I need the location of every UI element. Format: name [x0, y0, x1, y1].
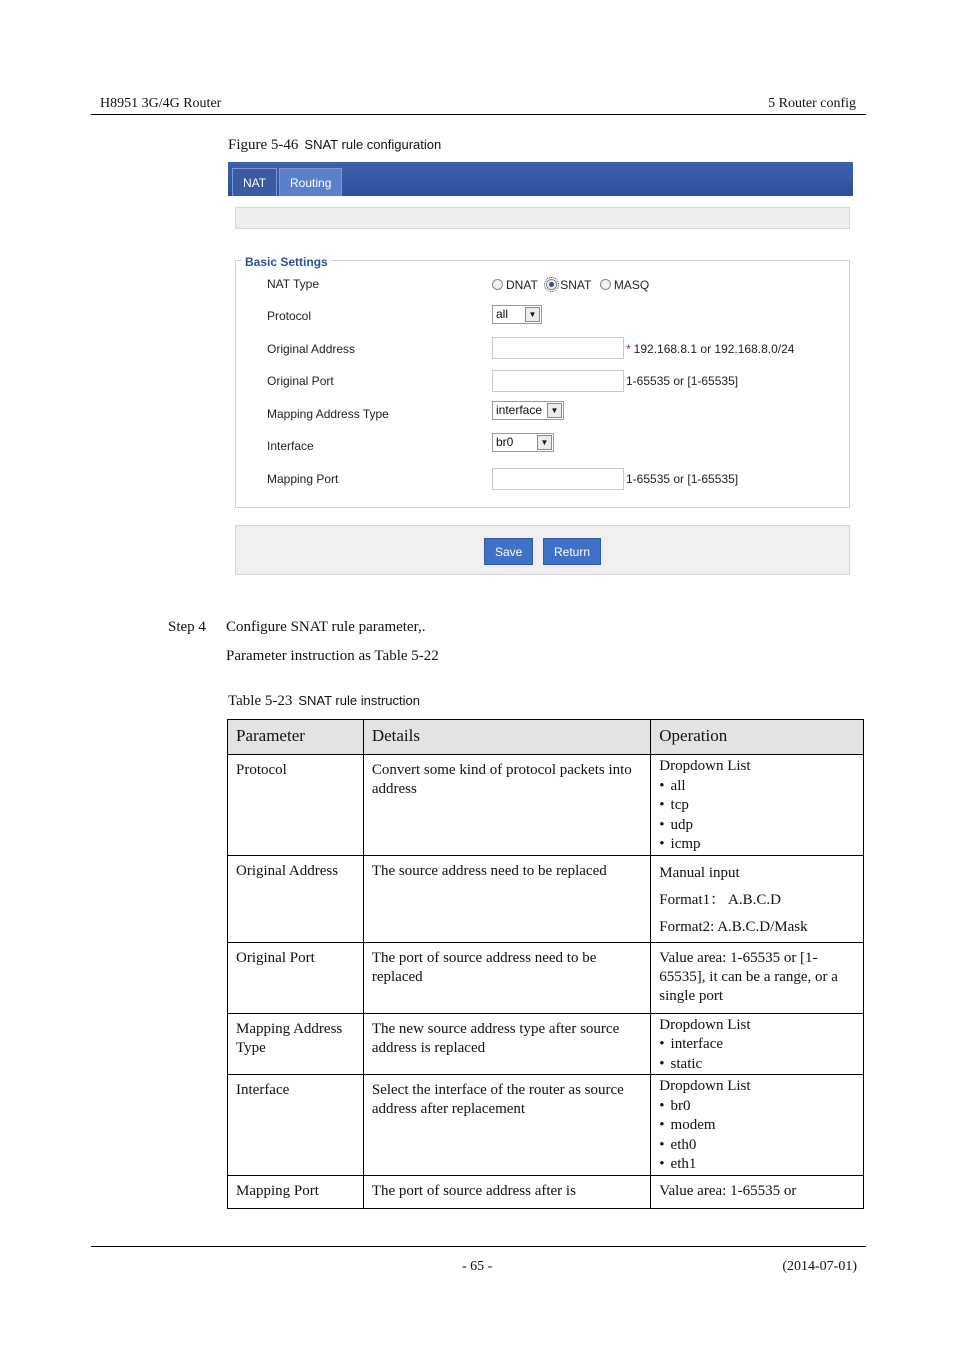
button-bar	[235, 525, 850, 575]
list-item: • br0	[659, 1097, 855, 1117]
cell-details: Select the interface of the router as source address after replacement	[363, 1075, 650, 1176]
nat-type-label: NAT Type	[267, 277, 320, 291]
mapping-port-input[interactable]	[492, 468, 624, 490]
radio-masq-label: MASQ	[613, 277, 650, 292]
cell-parameter: Protocol	[228, 755, 364, 856]
required-marker: *	[626, 342, 631, 356]
radio-snat[interactable]	[546, 279, 557, 290]
parameter-note: Parameter instruction as Table 5-22	[226, 648, 439, 664]
figure-caption	[228, 137, 441, 154]
op-head: Dropdown List	[659, 1078, 751, 1094]
table-row	[228, 1175, 864, 1208]
table-row	[228, 942, 864, 1013]
op-line: Format2: A.B.C.D/Mask	[659, 918, 808, 935]
op-list	[659, 1097, 855, 1175]
cell-details: Convert some kind of protocol packets into address	[363, 755, 650, 856]
table-row	[228, 1013, 864, 1075]
original-address-hint-text: 192.168.8.1 or 192.168.8.0/24	[633, 342, 795, 356]
protocol-select-value: all	[496, 307, 509, 321]
op-list	[659, 1035, 855, 1074]
figure-title: SNAT rule configuration	[304, 137, 442, 152]
original-port-input[interactable]	[492, 370, 624, 392]
radio-dnat[interactable]	[492, 279, 503, 290]
table-title: SNAT rule instruction	[298, 693, 420, 708]
chevron-down-icon: ▼	[547, 403, 562, 418]
list-item: • static	[659, 1055, 855, 1075]
original-address-input[interactable]	[492, 337, 624, 359]
table-row	[228, 855, 864, 942]
table-row	[228, 755, 864, 856]
cell-details: The port of source address need to be replaced	[363, 942, 650, 1013]
page-number: - 65 -	[462, 1259, 493, 1274]
header-parameter: Parameter	[228, 720, 364, 755]
list-item: • eth1	[659, 1155, 855, 1175]
footer-date: (2014-07-01)	[782, 1259, 857, 1274]
header-rule	[91, 114, 866, 115]
list-item: • icmp	[659, 835, 855, 855]
return-button[interactable]: Return	[543, 538, 601, 565]
radio-dnat-label: DNAT	[506, 277, 538, 292]
mapping-address-type-value: interface	[496, 403, 543, 417]
snat-rule-table	[227, 719, 864, 1209]
cell-operation: Value area: 1-65535 or	[651, 1175, 864, 1208]
list-item: • eth0	[659, 1136, 855, 1156]
protocol-label: Protocol	[267, 309, 312, 323]
nat-type-radio-group	[492, 276, 653, 294]
interface-label: Interface	[267, 439, 314, 453]
original-address-label: Original Address	[267, 342, 356, 356]
tab-nat[interactable]: NAT	[232, 168, 277, 196]
footer-rule	[91, 1246, 866, 1247]
doc-header-right: 5 Router config	[768, 96, 856, 111]
original-port-hint: 1-65535 or [1-65535]	[626, 374, 739, 388]
cell-operation	[651, 1075, 864, 1176]
op-head: Dropdown List	[659, 758, 751, 774]
op-head: Dropdown List	[659, 1016, 751, 1033]
step-text: Configure SNAT rule parameter,.	[226, 619, 426, 635]
list-item: • modem	[659, 1116, 855, 1136]
table-row	[228, 1075, 864, 1176]
tab-routing[interactable]: Routing	[279, 168, 342, 196]
mapping-address-type-select[interactable]	[492, 401, 564, 420]
chevron-down-icon: ▼	[537, 435, 552, 450]
header-details: Details	[363, 720, 650, 755]
list-item: • all	[659, 777, 855, 797]
radio-snat-label: SNAT	[560, 277, 592, 292]
cell-parameter: Interface	[228, 1075, 364, 1176]
table-header-row	[228, 720, 864, 755]
cell-details: The port of source address after is	[363, 1175, 650, 1208]
table-number: Table 5-23	[228, 693, 293, 709]
cell-operation	[651, 755, 864, 856]
toolbar-strip	[235, 207, 850, 229]
interface-select-value: br0	[496, 435, 514, 449]
op-line: Format1： A.B.C.D	[659, 891, 781, 908]
op-line: Manual input	[659, 864, 740, 881]
list-item: • interface	[659, 1035, 855, 1055]
doc-header-left: H8951 3G/4G Router	[100, 96, 222, 111]
cell-parameter: Mapping Port	[228, 1175, 364, 1208]
cell-parameter: Mapping Address Type	[228, 1013, 364, 1075]
chevron-down-icon: ▼	[525, 307, 540, 322]
table-caption	[228, 693, 420, 710]
figure-number: Figure 5-46	[228, 137, 299, 153]
cell-operation: Value area: 1-65535 or [1-65535], it can be a range, or a single port	[651, 942, 864, 1013]
interface-select[interactable]	[492, 433, 554, 452]
cell-parameter: Original Address	[228, 855, 364, 942]
list-item: • tcp	[659, 796, 855, 816]
cell-details: The source address need to be replaced	[363, 855, 650, 942]
op-list	[659, 777, 855, 855]
cell-operation	[651, 855, 864, 942]
radio-masq[interactable]	[600, 279, 611, 290]
header-operation: Operation	[651, 720, 864, 755]
basic-settings-legend: Basic Settings	[242, 255, 331, 269]
top-nav-bar	[228, 162, 853, 196]
original-port-label: Original Port	[267, 374, 334, 388]
list-item: • udp	[659, 816, 855, 836]
mapping-port-label: Mapping Port	[267, 472, 339, 486]
step-4	[168, 619, 425, 636]
basic-settings-panel	[235, 255, 850, 508]
cell-parameter: Original Port	[228, 942, 364, 1013]
original-address-hint	[626, 342, 794, 356]
step-label: Step 4	[168, 619, 206, 635]
router-ui-screenshot	[228, 162, 853, 582]
cell-operation	[651, 1013, 864, 1075]
mapping-port-hint: 1-65535 or [1-65535]	[626, 472, 739, 486]
protocol-select[interactable]	[492, 305, 542, 324]
mapping-address-type-label: Mapping Address Type	[267, 407, 389, 421]
cell-details: The new source address type after source address is replaced	[363, 1013, 650, 1075]
save-button[interactable]: Save	[484, 538, 533, 565]
